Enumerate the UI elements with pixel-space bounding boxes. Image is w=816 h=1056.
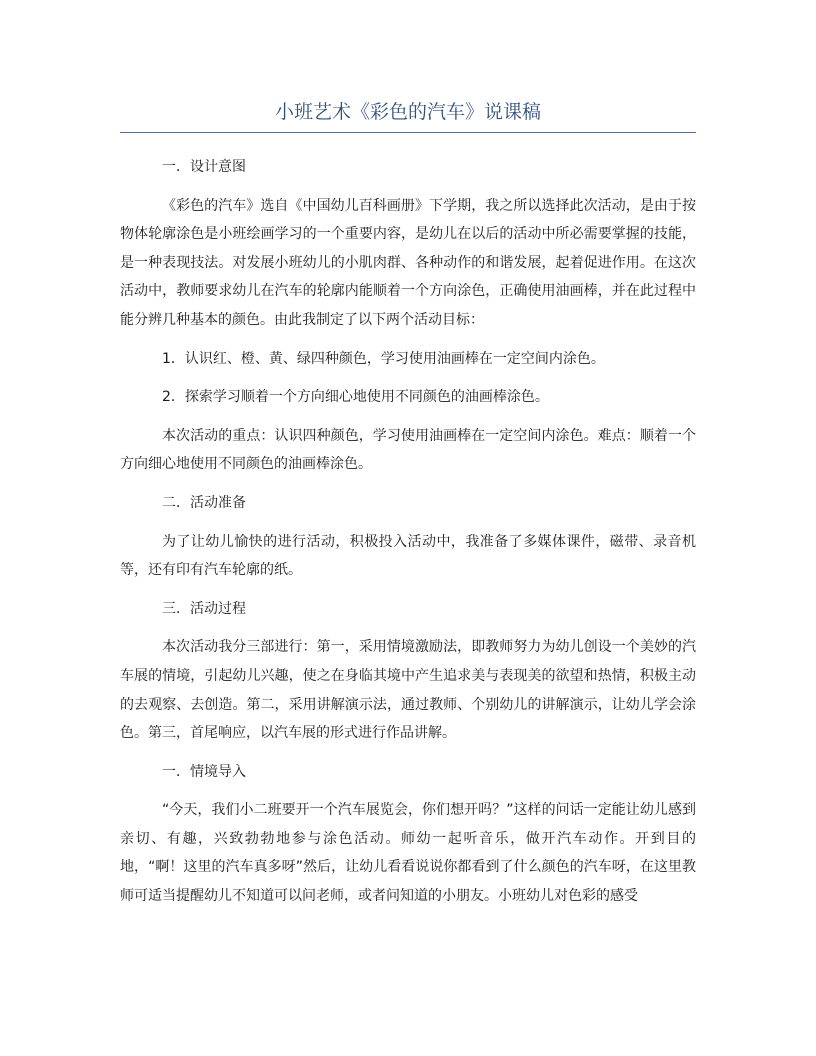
title-divider [120, 132, 696, 133]
paragraph-process: 本次活动我分三部进行：第一，采用情境激励法，即教师努力为幼儿创设一个美妙的汽车展的情境，引起幼儿兴趣，使之在身临其境中产生追求美与表现美的欲望和热情，积极主动的去观察、去创造。第二，采用讲解演示法，通过教师、个别幼儿的讲解演示，让幼儿学会涂色。第三，首尾响应，以汽车展的形式进行作品讲解。 [120, 639, 696, 742]
paragraph-key-points: 本次活动的重点：认识四种颜色，学习使用油画棒在一定空间内涂色。难点：顺着一个方向细心地使用不同颜色的油画棒涂色。 [120, 427, 696, 473]
section-heading-preparation: 二．活动准备 [162, 494, 246, 511]
paragraph-intro: 《彩色的汽车》选自《中国幼儿百科画册》下学期，我之所以选择此次活动，是由于按物体轮廓涂色是小班绘画学习的一个重要内容，是幼儿在以后的活动中所必需要掌握的技能，是一种表现技法。对发展小班幼儿的小肌肉群、各种动作的和谐发展，起着促进作用。在这次活动中，教师要求幼儿在汽车的轮廓内能顺着一个方向涂色，正确使用油画棒，并在此过程中能分辨几种基本的颜色。由此我制定了以下两个活动目标： [120, 197, 696, 328]
subsection-heading-intro: 一．情境导入 [162, 763, 246, 780]
goal-item-2: 2．探索学习顺着一个方向细心地使用不同颜色的油画棒涂色。 [162, 389, 549, 406]
section-heading-process: 三．活动过程 [162, 600, 246, 617]
paragraph-preparation: 为了让幼儿愉快的进行活动，积极投入活动中，我准备了多媒体课件，磁带、录音机等，还有印有汽车轮廓的纸。 [120, 533, 696, 579]
document-title: 小班艺术《彩色的汽车》说课稿 [274, 101, 541, 123]
paragraph-scenario: “今天，我们小二班要开一个汽车展览会，你们想开吗？”这样的问话一定能让幼儿感到亲切、有趣，兴致勃勃地参与涂色活动。师幼一起听音乐，做开汽车动作。开到目的地，“啊！这里的汽车真多呀”然后，让幼儿看看说说你都看到了什么颜色的汽车呀，在这里教师可适当提醒幼儿不知道可以问老师，或者问知道的小朋友。小班幼儿对色彩的感受 [120, 802, 696, 905]
section-heading-design-intent: 一．设计意图 [162, 159, 246, 175]
document-body [120, 153, 696, 911]
goal-item-1: 1．认识红、橙、黄、绿四种颜色，学习使用油画棒在一定空间内涂色。 [162, 350, 605, 367]
